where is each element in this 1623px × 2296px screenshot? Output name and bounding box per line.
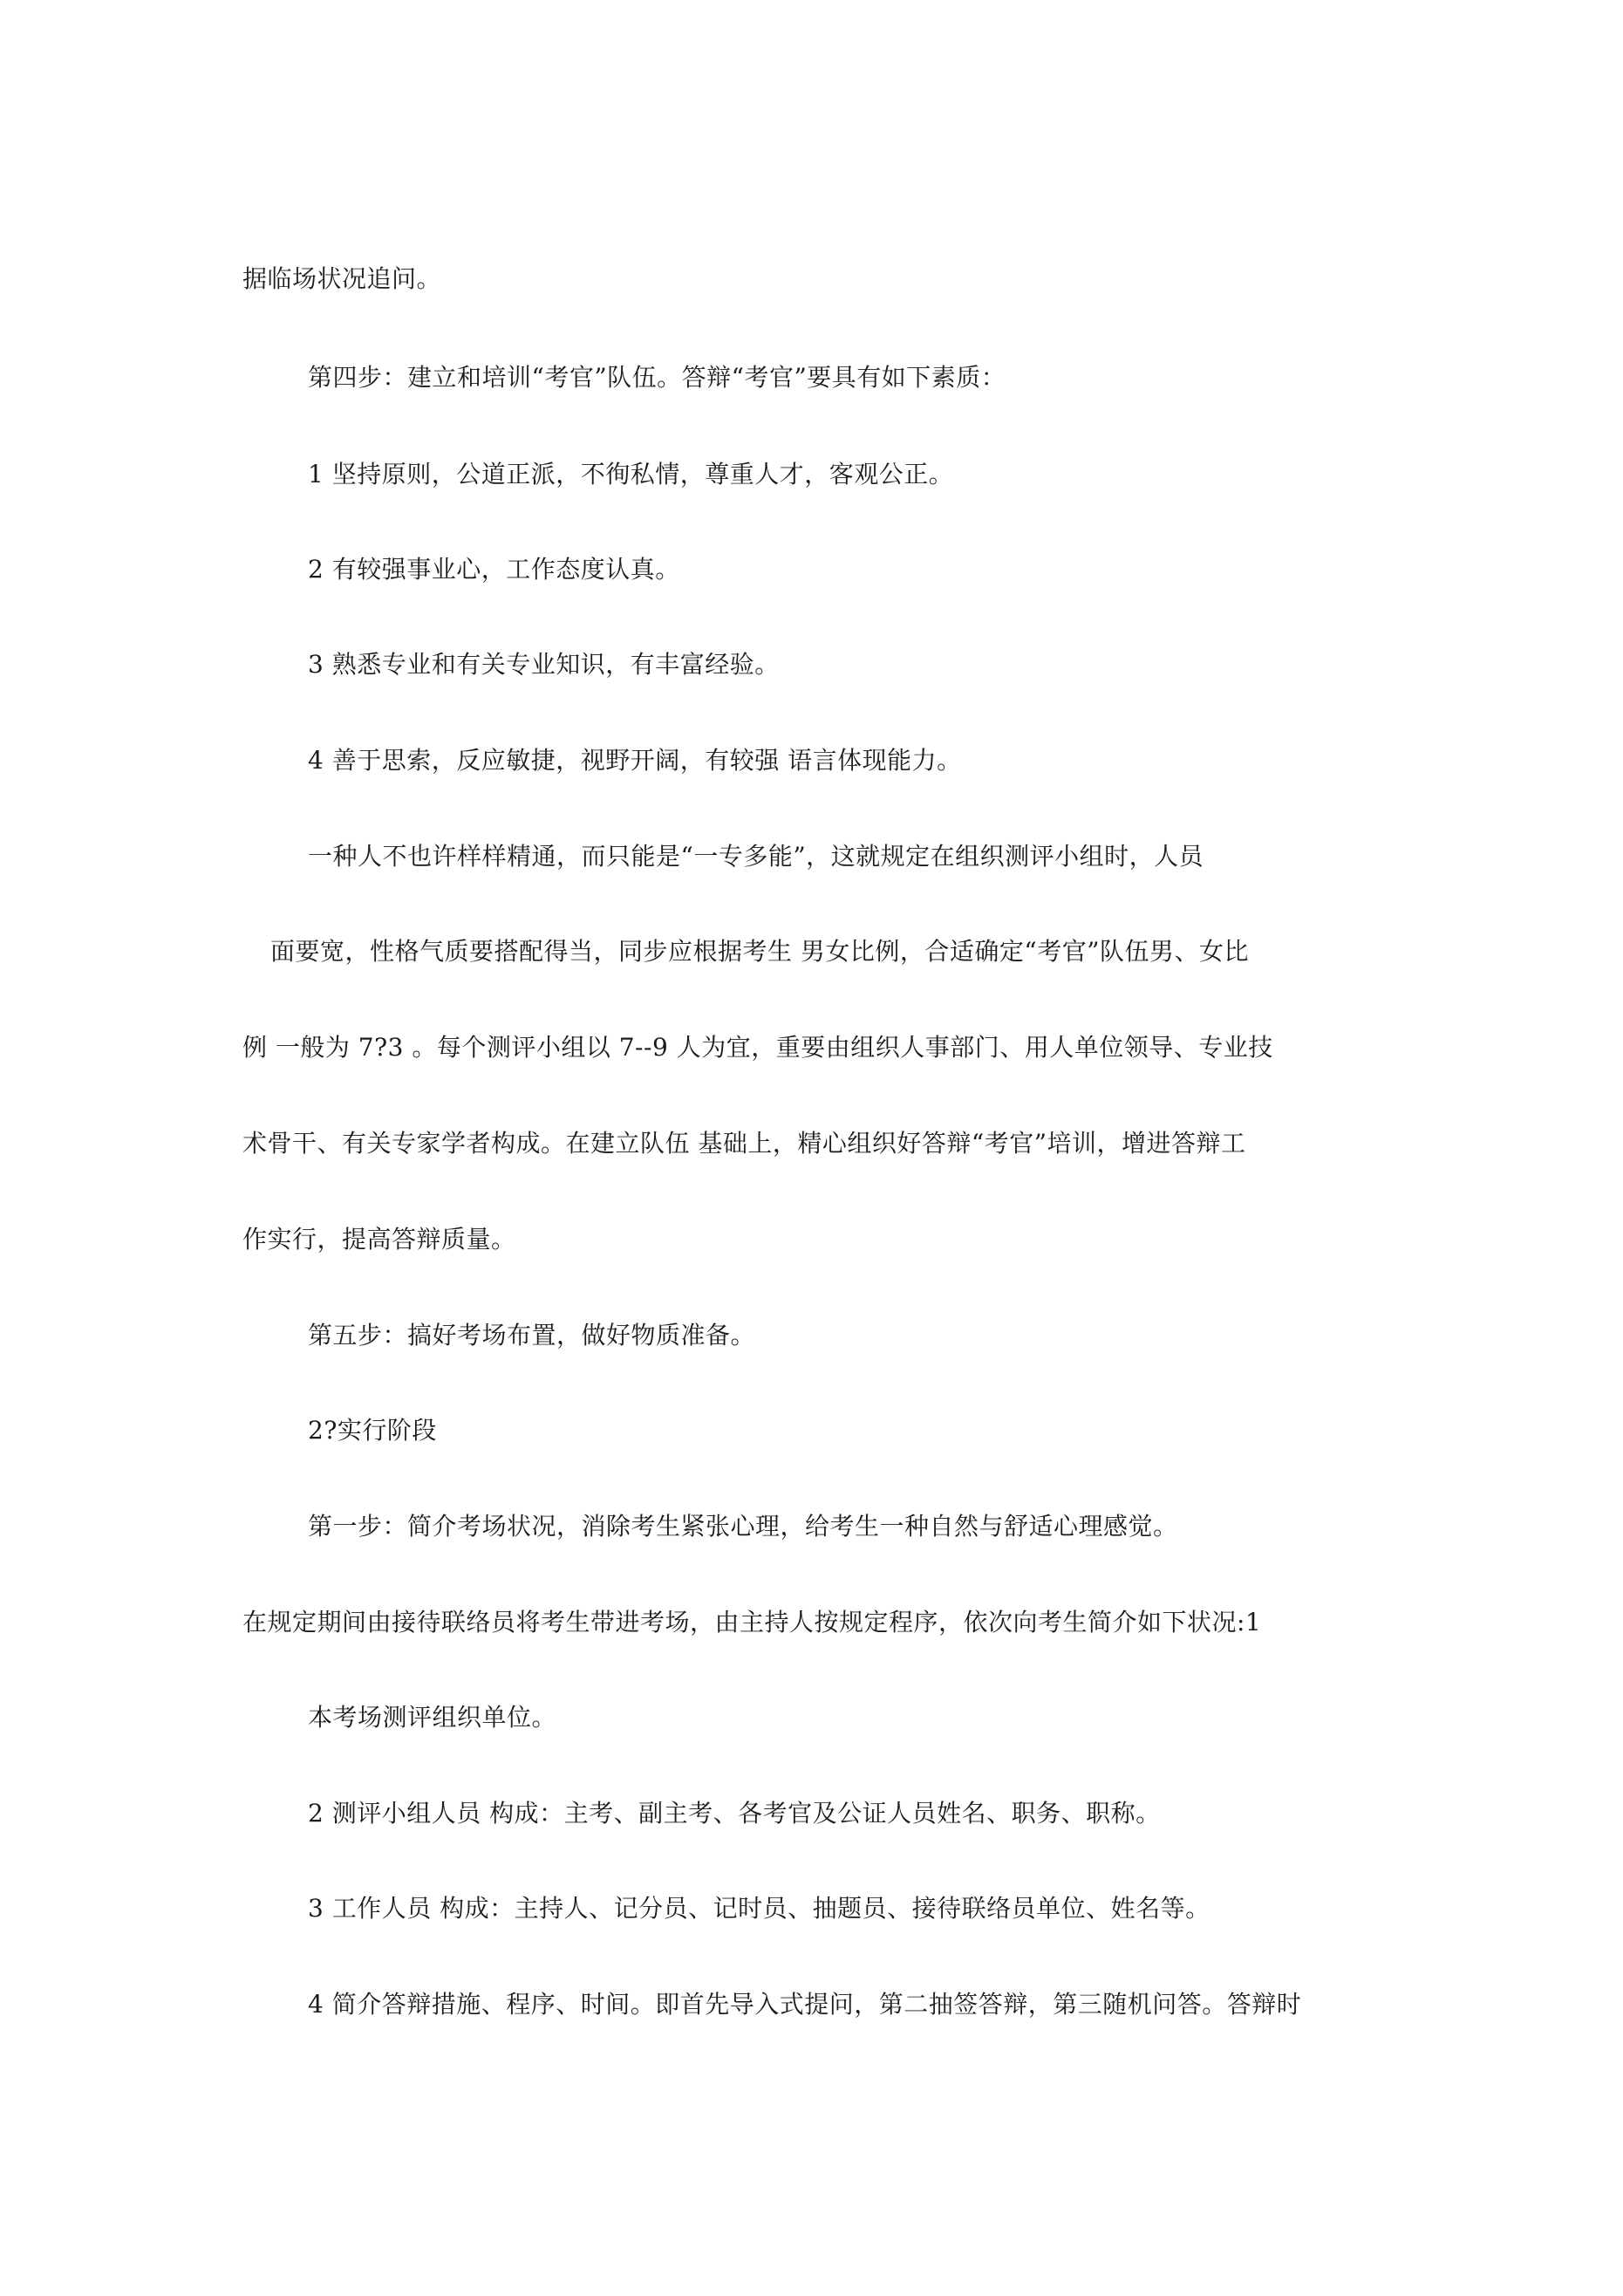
text-line: 术骨干、有关专家学者构成。在建立队伍 基础上，精心组织好答辩“考官”培训，增进答辩工: [242, 1129, 1246, 1158]
text-line: 据临场状况追问。: [242, 264, 442, 293]
text-line: 3 熟悉专业和有关专业知识，有丰富经验。: [308, 650, 780, 679]
text-line: 第五步：搞好考场布置，做好物质准备。: [308, 1321, 756, 1350]
text-line: 3 工作人员 构成：主持人、记分员、记时员、抽题员、接待联络员单位、姓名等。: [308, 1894, 1210, 1923]
text-line: 例 一般为 7?3 。每个测评小组以 7--9 人为宜，重要由组织人事部门、用人单位领导、专业技: [242, 1033, 1273, 1062]
text-line: 2 有较强事业心，工作态度认真。: [308, 555, 680, 584]
text-line: 一种人不也许样样精通，而只能是“一专多能”，这就规定在组织测评小组时，人员: [308, 842, 1204, 871]
text-line: 2 测评小组人员 构成：主考、副主考、各考官及公证人员姓名、职务、职称。: [308, 1799, 1161, 1828]
text-line: 4 善于思索，反应敏捷，视野开阔，有较强 语言体现能力。: [308, 746, 962, 775]
text-line: 在规定期间由接待联络员将考生带进考场，由主持人按规定程序，依次向考生简介如下状况:1: [242, 1608, 1262, 1637]
text-line: 本考场测评组织单位。: [308, 1703, 557, 1732]
text-line: 第一步：简介考场状况，消除考生紧张心理，给考生一种自然与舒适心理感觉。: [308, 1512, 1178, 1541]
text-line: 作实行，提高答辩质量。: [242, 1225, 516, 1254]
text-line: 第四步：建立和培训“考官”队伍。答辩“考官”要具有如下素质：: [308, 363, 1006, 392]
text-line: 1 坚持原则，公道正派，不徇私情，尊重人才，客观公正。: [308, 460, 954, 489]
text-line: 4 简介答辩措施、程序、时间。即首先导入式提问，第二抽签答辩，第三随机问答。答辩时: [308, 1990, 1302, 2019]
text-line: 面要宽，性格气质要搭配得当，同步应根据考生 男女比例，合适确定“考官”队伍男、女比: [270, 937, 1250, 966]
section-heading: 2?实行阶段: [308, 1416, 437, 1445]
